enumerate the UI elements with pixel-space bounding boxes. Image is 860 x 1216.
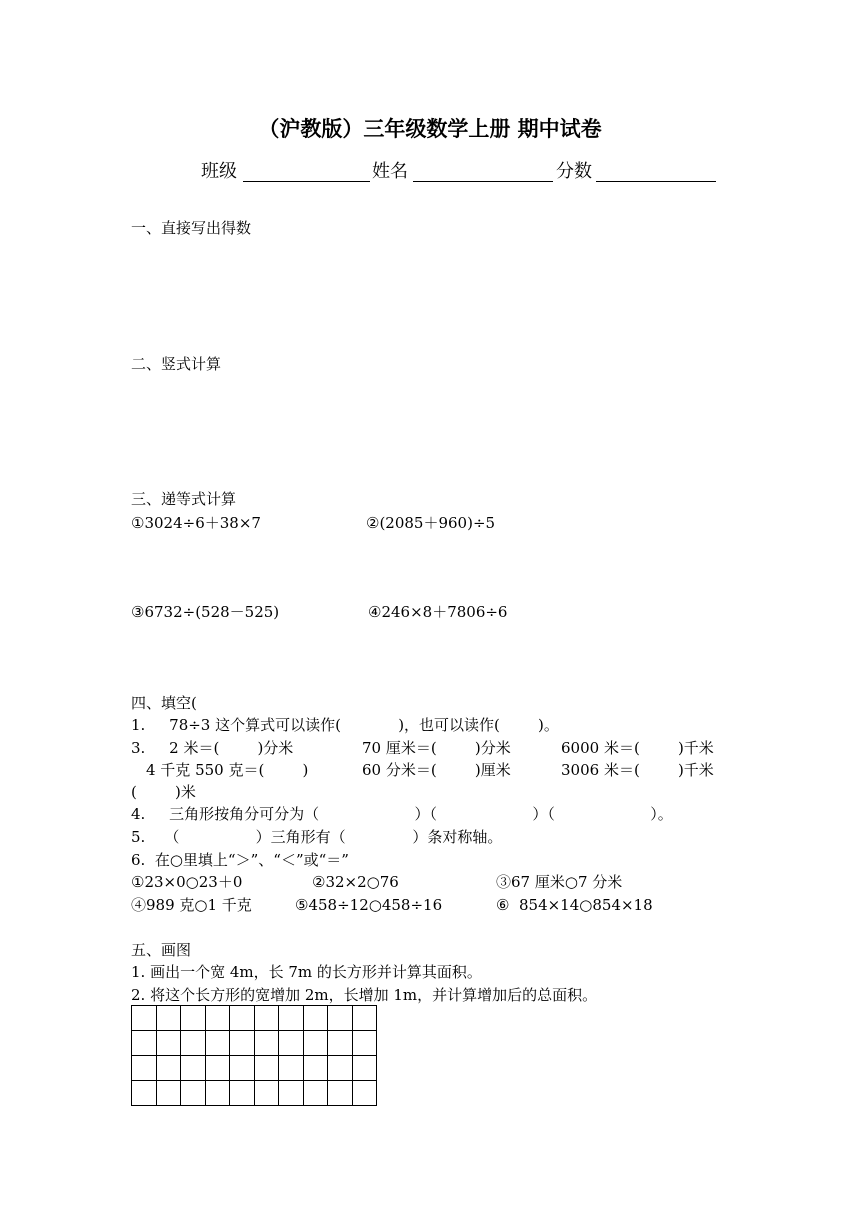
fill-q1: 1. 78÷3 这个算式可以读作( )，也可以读作( )。 [131, 716, 559, 734]
grid-cell[interactable] [254, 1031, 279, 1056]
compare-3: ③67 厘米○7 分米 [496, 873, 623, 891]
grid-cell[interactable] [156, 1031, 181, 1056]
fill-q3-cont: ( )米 [131, 783, 196, 801]
grid-row [132, 1056, 377, 1081]
grid-cell[interactable] [230, 1056, 255, 1081]
grid-cell[interactable] [303, 1031, 328, 1056]
grid-cell[interactable] [181, 1081, 206, 1106]
compare-5: ⑤458÷12○458÷16 [295, 896, 443, 914]
fill-q3-row1-c: 6000 米＝( )千米 [561, 739, 714, 757]
grid-cell[interactable] [352, 1031, 377, 1056]
grid-cell[interactable] [328, 1056, 353, 1081]
grid-cell[interactable] [205, 1006, 230, 1031]
section3-problem-1: ①3024÷6＋38×7 [131, 514, 261, 532]
grid-cell[interactable] [279, 1081, 304, 1106]
compare-1: ①23×0○23＋0 [131, 873, 243, 891]
draw-q1: 1. 画出一个宽 4m，长 7m 的长方形并计算其面积。 [131, 963, 482, 981]
fill-q3-row2-a: 4 千克 550 克＝( ) [146, 761, 309, 779]
grid-cell[interactable] [230, 1006, 255, 1031]
fill-q5: 5. （ ）三角形有（ ）条对称轴。 [131, 828, 503, 846]
class-blank[interactable] [243, 181, 370, 182]
grid-cell[interactable] [156, 1081, 181, 1106]
section3-problem-2: ②(2085＋960)÷5 [366, 514, 496, 532]
grid-row [132, 1006, 377, 1031]
grid-cell[interactable] [254, 1081, 279, 1106]
grid-cell[interactable] [279, 1056, 304, 1081]
grid-cell[interactable] [181, 1031, 206, 1056]
grid-cell[interactable] [230, 1031, 255, 1056]
compare-6: ⑥ 854×14○854×18 [496, 896, 653, 914]
grid-row [132, 1031, 377, 1056]
grid-cell[interactable] [181, 1006, 206, 1031]
grid-cell[interactable] [303, 1081, 328, 1106]
grid-cell[interactable] [156, 1006, 181, 1031]
drawing-grid[interactable] [131, 1005, 377, 1106]
fill-q3-row2-b: 60 分米＝( )厘米 [362, 761, 511, 779]
section4-heading: 四、填空( [131, 694, 197, 712]
grid-cell[interactable] [352, 1006, 377, 1031]
grid-cell[interactable] [352, 1056, 377, 1081]
grid-cell[interactable] [303, 1006, 328, 1031]
name-blank[interactable] [413, 181, 553, 182]
grid-cell[interactable] [156, 1056, 181, 1081]
grid-cell[interactable] [181, 1056, 206, 1081]
fill-q3-row2-c: 3006 米＝( )千米 [561, 761, 714, 779]
score-blank[interactable] [596, 181, 716, 182]
compare-2: ②32×2○76 [312, 873, 399, 891]
grid-cell[interactable] [328, 1031, 353, 1056]
grid-cell[interactable] [132, 1031, 157, 1056]
grid-cell[interactable] [132, 1006, 157, 1031]
fill-q6: 6. 在○里填上“＞”、“＜”或“＝” [131, 851, 349, 869]
draw-q2: 2. 将这个长方形的宽增加 2m，长增加 1m，并计算增加后的总面积。 [131, 986, 598, 1004]
section2-heading: 二、竖式计算 [131, 355, 222, 373]
fill-q3-row1-b: 70 厘米＝( )分米 [362, 739, 511, 757]
grid-cell[interactable] [279, 1006, 304, 1031]
section5-heading: 五、画图 [131, 941, 192, 959]
page-title: （沪教版）三年级数学上册 期中试卷 [258, 116, 602, 141]
grid-cell[interactable] [205, 1081, 230, 1106]
fill-q3-row1-a: 3. 2 米＝( )分米 [131, 739, 294, 757]
grid-cell[interactable] [328, 1081, 353, 1106]
grid-cell[interactable] [205, 1031, 230, 1056]
section3-problem-3: ③6732÷(528－525) [131, 603, 280, 621]
section3-heading: 三、递等式计算 [131, 490, 237, 508]
grid-cell[interactable] [132, 1056, 157, 1081]
section1-heading: 一、直接写出得数 [131, 219, 252, 237]
score-label: 分数 [556, 161, 592, 182]
fill-q4: 4. 三角形按角分可分为（ ）（ ）（ ）。 [131, 805, 673, 823]
name-label: 姓名 [372, 161, 408, 182]
grid-cell[interactable] [303, 1056, 328, 1081]
grid-cell[interactable] [132, 1081, 157, 1106]
grid-cell[interactable] [279, 1031, 304, 1056]
class-label: 班级 [201, 161, 237, 182]
grid-cell[interactable] [352, 1081, 377, 1106]
grid-cell[interactable] [230, 1081, 255, 1106]
grid-cell[interactable] [254, 1006, 279, 1031]
grid-row [132, 1081, 377, 1106]
compare-4: ④989 克○1 千克 [131, 896, 252, 914]
grid-cell[interactable] [328, 1006, 353, 1031]
grid-cell[interactable] [205, 1056, 230, 1081]
grid-cell[interactable] [254, 1056, 279, 1081]
section3-problem-4: ④246×8＋7806÷6 [368, 603, 508, 621]
